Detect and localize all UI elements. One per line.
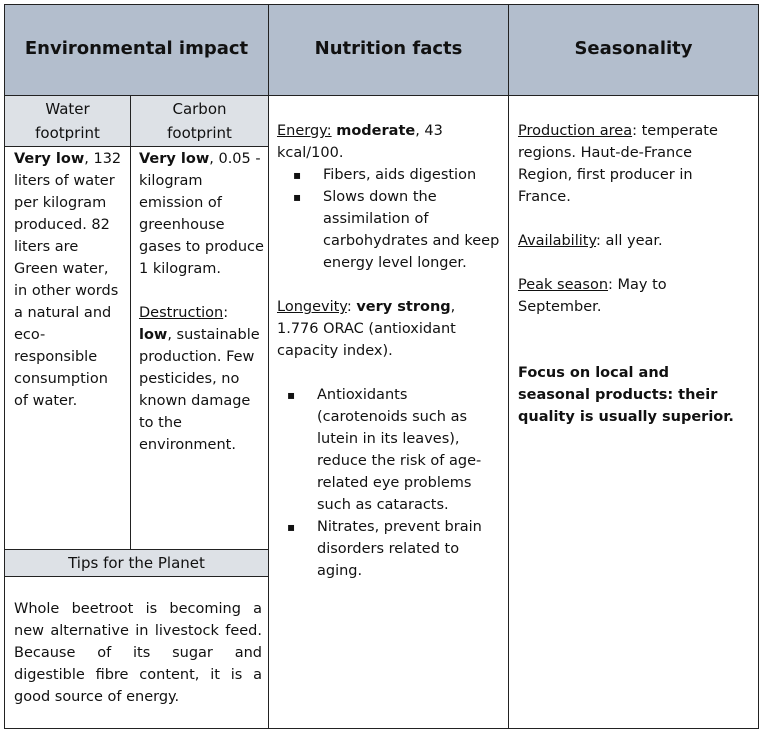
energy-label: Energy: xyxy=(277,123,332,139)
availability-body: : all year. xyxy=(595,233,663,249)
header-seasonality: Seasonality xyxy=(574,38,693,59)
peak-season-label: Peak season xyxy=(518,277,609,293)
table-border-bottom xyxy=(4,728,759,729)
energy-body: , 43 kcal/100. xyxy=(277,123,443,161)
longevity-body: , 1.776 ORAC (antioxidant capacity index). xyxy=(277,299,456,359)
water-footprint-title xyxy=(5,97,130,145)
availability-label: Availability xyxy=(518,233,596,249)
table-border-top xyxy=(4,4,759,5)
destruction-label: Destruction xyxy=(139,305,224,321)
table-border-right xyxy=(758,4,759,729)
longevity-bullet-list xyxy=(277,384,501,582)
longevity-colon: : xyxy=(346,299,352,315)
header-environmental-impact: Environmental impact xyxy=(24,38,249,59)
carbon-body: , 0.05 - kilogram emission of greenhouse gases to produce 1 kilogram. xyxy=(139,151,264,277)
water-body: , 132 liters of water per kilogram produced. 82 liters are Green water, in other words a natural and eco-responsible consumption of water. xyxy=(14,151,122,409)
header-divider xyxy=(4,95,759,96)
carbon-footprint-title-line2: footprint xyxy=(167,124,232,142)
column-divider-2 xyxy=(508,4,509,729)
longevity-label: Longevity xyxy=(277,299,347,315)
water-footprint-text xyxy=(14,148,126,412)
peak-season-body: : May to September. xyxy=(518,277,667,315)
water-footprint-title-line1: Water xyxy=(45,100,90,118)
carbon-footprint-text xyxy=(139,148,264,456)
destruction-colon: : xyxy=(223,305,229,321)
seasonality-focus-note: Focus on local and seasonal products: their quality is usually superior. xyxy=(518,365,734,425)
destruction-body: , sustainable production. Few pesticides, no known damage to the environment. xyxy=(139,327,260,453)
production-area-label: Production area xyxy=(518,123,633,139)
energy-lead: moderate xyxy=(336,123,416,139)
production-area-body: : temperate regions. Haut-de-France Region, first producer in France. xyxy=(518,123,718,205)
water-lead: Very low xyxy=(14,151,85,167)
carbon-footprint-title-line1: Carbon xyxy=(172,100,227,118)
carbon-lead: Very low xyxy=(139,151,210,167)
destruction-lead: low xyxy=(139,327,168,343)
nutrition-facts-content xyxy=(277,120,501,582)
carbon-footprint-title xyxy=(131,97,268,145)
list-item: ▪ Fibers, aids digestion xyxy=(277,164,501,186)
list-item: ▪ Nitrates, prevent brain disorders related to aging. xyxy=(277,516,501,582)
tips-title: Tips for the Planet xyxy=(68,554,205,572)
list-item: ▪ Antioxidants (carotenoids such as lutein in its leaves), reduce the risk of age-related eye problems such as cataracts. xyxy=(277,384,501,516)
seasonality-content xyxy=(518,120,742,428)
list-item: ▪ Slows down the assimilation of carbohydrates and keep energy level longer. xyxy=(277,186,501,274)
env-subcolumn-divider xyxy=(130,95,131,550)
column-divider-1 xyxy=(268,4,269,729)
env-subheader-divider xyxy=(4,146,268,147)
header-nutrition-facts: Nutrition facts xyxy=(314,38,463,59)
tips-top-divider xyxy=(4,549,268,550)
energy-bullet-list xyxy=(277,164,501,274)
longevity-lead: very strong xyxy=(356,299,451,315)
water-footprint-title-line2: footprint xyxy=(35,124,100,142)
tips-text: Whole beetroot is becoming a new alternative in livestock feed. Because of its sugar and digestible fibre content, it is a good source of energy. xyxy=(14,601,262,705)
tips-header-divider xyxy=(4,576,268,577)
